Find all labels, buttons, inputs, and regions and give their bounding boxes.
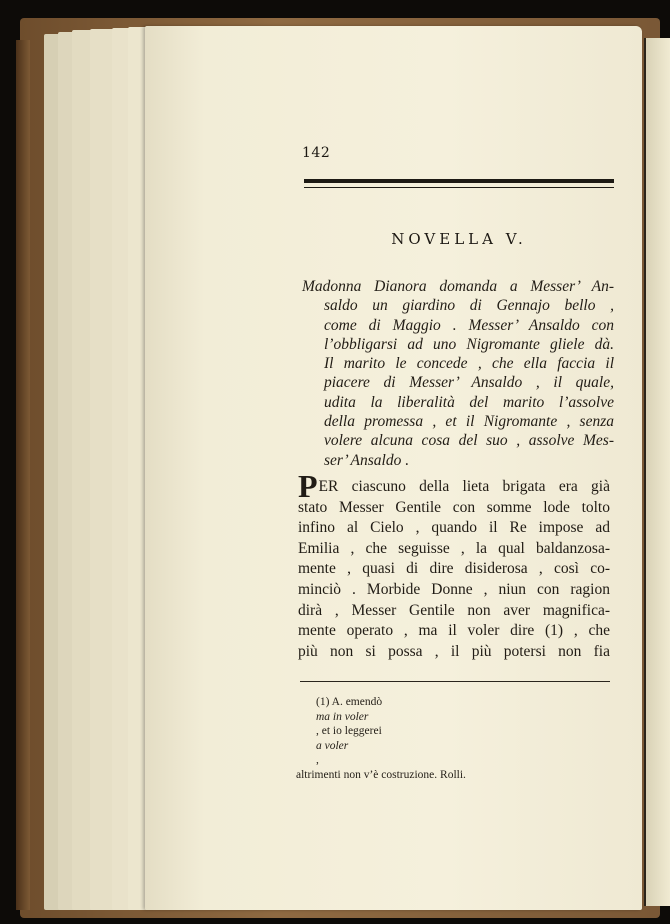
summary-line: come di Maggio . Messer’ Ansaldo con <box>324 316 614 334</box>
summary-line: della promessa , et il Nigromante , senza <box>324 413 614 431</box>
summary-line: Madonna Dianora domanda a Messer’ An- <box>302 278 614 295</box>
body-line: infino al Cielo , quando il Re impose ad <box>298 519 610 537</box>
footnote-italic: ma in voler <box>316 710 369 723</box>
chapter-summary <box>302 277 614 470</box>
footnote-text: , <box>316 754 319 766</box>
body-line: ER ciascuno della lieta brigata era già <box>318 478 610 495</box>
body-line: mente operato , ma il voler dire (1) , che <box>298 622 610 640</box>
header-rule-thick <box>304 179 614 183</box>
body-line: mente , quasi di dire disiderosa , così co- <box>298 560 610 578</box>
summary-line: volere alcuna cosa del suo , assolve Mes- <box>324 432 614 450</box>
summary-line: Il marito le concede , che ella faccia il <box>324 355 614 373</box>
body-line: stato Messer Gentile con somme lode tolto <box>298 498 610 516</box>
header-rule-thin <box>304 187 614 188</box>
page-number: 142 <box>302 145 331 161</box>
footnote <box>296 695 612 782</box>
summary-line: piacere di Messer’ Ansaldo , il quale, <box>324 374 614 392</box>
footnote-italic: a voler <box>316 739 349 752</box>
body-first-line <box>298 468 610 504</box>
drop-cap: P <box>298 468 318 504</box>
body-line: minciò . Morbide Donne , niun con ragion <box>298 580 610 598</box>
chapter-title: NOVELLA V. <box>391 230 527 248</box>
footnote-rule <box>300 681 610 682</box>
summary-line: saldo un giardino di Gennajo bello , <box>324 297 614 315</box>
facing-page-edge <box>644 38 670 906</box>
body-line: dirà , Messer Gentile non aver magnifica- <box>298 601 610 619</box>
body-paragraph <box>298 468 610 662</box>
footnote-line <box>296 695 612 768</box>
footnote-line: altrimenti non v’è costruzione. Rolli. <box>296 768 466 781</box>
footnote-text: , et io leggerei <box>316 725 382 737</box>
summary-line: udita la liberalità del marito l’assolve <box>324 393 614 411</box>
body-line: più non si possa , il più potersi non fia <box>298 642 610 660</box>
footnote-text: (1) A. emendò <box>316 696 383 708</box>
summary-line: ser’ Ansaldo . <box>324 451 410 469</box>
body-line: Emilia , che seguisse , la qual baldanzosa- <box>298 539 610 557</box>
book-spine-edge <box>16 40 30 910</box>
summary-line: l’obbligarsi ad uno Nigromante gliele dà. <box>324 335 614 353</box>
